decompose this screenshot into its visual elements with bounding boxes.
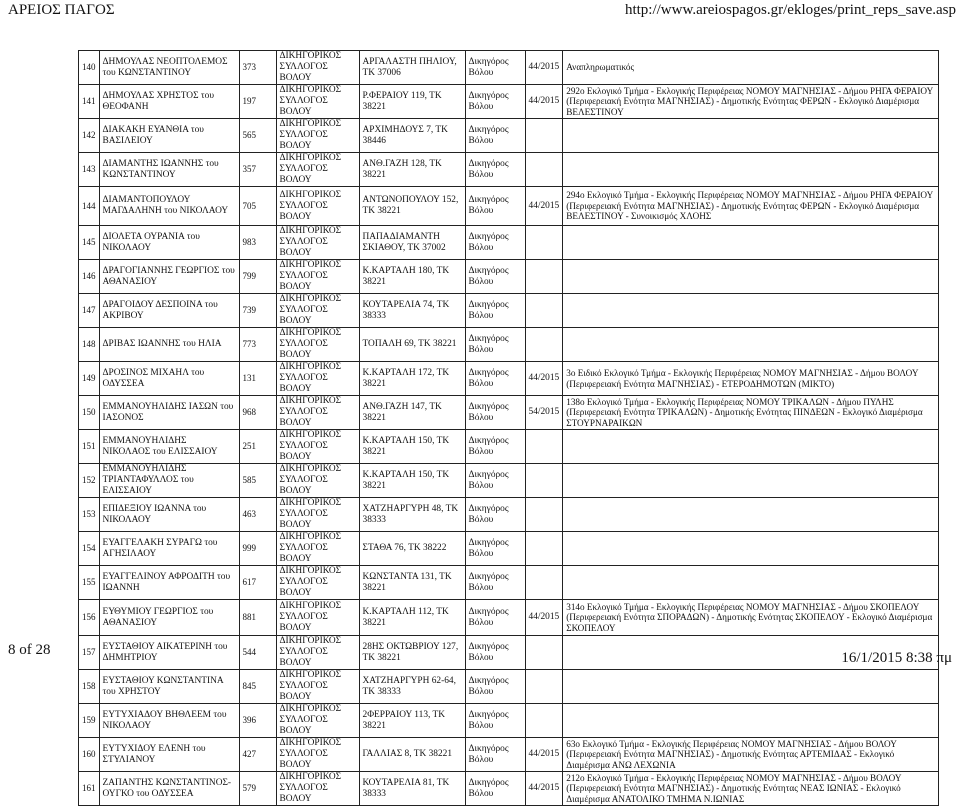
table-row	[79, 119, 939, 153]
table-row	[79, 600, 939, 636]
profession: Δικηγόρος Βόλου	[465, 226, 525, 260]
page-header-url: http://www.areiospagos.gr/ekloges/print_reps_save.asp	[624, 2, 956, 18]
row-number: 160	[79, 738, 100, 772]
profession: Δικηγόρος Βόλου	[465, 738, 525, 772]
row-number: 142	[79, 119, 100, 153]
decision-date: 54/2015	[525, 396, 563, 430]
address: ΑΡΓΑΛΑΣΤΗ ΠΗΛΙΟΥ, ΤΚ 37006	[359, 51, 465, 85]
member-code: 427	[239, 738, 276, 772]
member-code: 799	[239, 260, 276, 294]
decision-date	[525, 294, 563, 328]
address: ΚΩΝΣΤΑΝΤΑ 131, ΤΚ 38221	[359, 566, 465, 600]
polling-station	[563, 294, 939, 328]
member-code: 565	[239, 119, 276, 153]
row-number: 141	[79, 85, 100, 119]
bar-association: ΔΙΚΗΓΟΡΙΚΟΣ ΣΥΛΛΟΓΟΣ ΒΟΛΟΥ	[276, 738, 359, 772]
profession: Δικηγόρος Βόλου	[465, 362, 525, 396]
address: 28ΗΣ ΟΚΤΩΒΡΙΟΥ 127, ΤΚ 38221	[359, 636, 465, 670]
member-code: 373	[239, 51, 276, 85]
address: ΑΡΧΙΜΗΔΟΥΣ 7, ΤΚ 38446	[359, 119, 465, 153]
table-row	[79, 328, 939, 362]
row-number: 151	[79, 430, 100, 464]
person-name: ΔΙΑΚΑΚΗ ΕΥΑΝΘΙΑ του ΒΑΣΙΛΕΙΟΥ	[99, 119, 239, 153]
decision-date: 44/2015	[525, 187, 563, 226]
bar-association: ΔΙΚΗΓΟΡΙΚΟΣ ΣΥΛΛΟΓΟΣ ΒΟΛΟΥ	[276, 153, 359, 187]
person-name: ΕΥΑΓΓΕΛΑΚΗ ΣΥΡΑΓΩ του ΑΓΗΣΙΛΑΟΥ	[99, 532, 239, 566]
row-number: 148	[79, 328, 100, 362]
address: ΠΑΠΑΔΙΑΜΑΝΤΗ ΣΚΙΑΘΟΥ, ΤΚ 37002	[359, 226, 465, 260]
bar-association: ΔΙΚΗΓΟΡΙΚΟΣ ΣΥΛΛΟΓΟΣ ΒΟΛΟΥ	[276, 226, 359, 260]
table-row	[79, 85, 939, 119]
polling-station	[563, 464, 939, 498]
polling-station: 314ο Εκλογικό Τμήμα - Εκλογικής Περιφέρειας ΝΟΜΟΥ ΜΑΓΝΗΣΙΑΣ - Δήμου ΣΚΟΠΕΛΟΥ (Περιφερειακή Ενότητα ΣΠΟΡΑΔΩΝ) - Δημοτικής Ενότητας ΣΚΟΠΕΛΟΥ - Εκλογικό Διαμέρισμα ΣΚΟΠΕΛΟΥ	[563, 600, 939, 636]
polling-station: 292ο Εκλογικό Τμήμα - Εκλογικής Περιφέρειας ΝΟΜΟΥ ΜΑΓΝΗΣΙΑΣ - Δήμου ΡΗΓΑ ΦΕΡΑΙΟΥ (Περιφερειακή Ενότητα ΜΑΓΝΗΣΙΑΣ) - Δημοτικής Ενότητας ΦΕΡΩΝ - Εκλογικό Διαμέρισμα ΒΕΛΕΣΤΙΝΟΥ	[563, 85, 939, 119]
table-row	[79, 187, 939, 226]
profession: Δικηγόρος Βόλου	[465, 119, 525, 153]
print-datetime: 16/1/2015 8:38 πμ	[841, 650, 952, 666]
table-body	[79, 51, 939, 806]
polling-station	[563, 119, 939, 153]
bar-association: ΔΙΚΗΓΟΡΙΚΟΣ ΣΥΛΛΟΓΟΣ ΒΟΛΟΥ	[276, 328, 359, 362]
polling-station: 3ο Ειδικό Εκλογικό Τμήμα - Εκλογικής Περιφέρειας ΝΟΜΟΥ ΜΑΓΝΗΣΙΑΣ - Δήμου ΒΟΛΟΥ (Περιφερειακή Ενότητα ΜΑΓΝΗΣΙΑΣ) - ΕΤΕΡΟΔΗΜΟΤΩΝ (ΜΙΚΤΟ)	[563, 362, 939, 396]
profession: Δικηγόρος Βόλου	[465, 670, 525, 704]
person-name: ΕΥΣΤΑΘΙΟΥ ΑΙΚΑΤΕΡΙΝΗ του ΔΗΜΗΤΡΙΟΥ	[99, 636, 239, 670]
bar-association: ΔΙΚΗΓΟΡΙΚΟΣ ΣΥΛΛΟΓΟΣ ΒΟΛΟΥ	[276, 532, 359, 566]
polling-station	[563, 498, 939, 532]
polling-station	[563, 153, 939, 187]
polling-station	[563, 226, 939, 260]
member-code: 544	[239, 636, 276, 670]
member-code: 585	[239, 464, 276, 498]
bar-association: ΔΙΚΗΓΟΡΙΚΟΣ ΣΥΛΛΟΓΟΣ ΒΟΛΟΥ	[276, 362, 359, 396]
polling-station	[563, 670, 939, 704]
decision-date: 44/2015	[525, 738, 563, 772]
row-number: 158	[79, 670, 100, 704]
profession: Δικηγόρος Βόλου	[465, 328, 525, 362]
person-name: ΕΥΤΥΧΙΔΟΥ ΕΛΕΝΗ του ΣΤΥΛΙΑΝΟΥ	[99, 738, 239, 772]
profession: Δικηγόρος Βόλου	[465, 85, 525, 119]
profession: Δικηγόρος Βόλου	[465, 636, 525, 670]
profession: Δικηγόρος Βόλου	[465, 772, 525, 806]
decision-date	[525, 566, 563, 600]
polling-station: 138ο Εκλογικό Τμήμα - Εκλογικής Περιφέρειας ΝΟΜΟΥ ΤΡΙΚΑΛΩΝ - Δήμου ΠΥΛΗΣ (Περιφερειακή Ενότητα ΤΡΙΚΑΛΩΝ) - Δημοτικής Ενότητας ΠΙΝΔΕΩΝ - Εκλογικό Διαμέρισμα ΣΤΟΥΡΝΑΡΑΙΚΩΝ	[563, 396, 939, 430]
address: Κ.ΚΑΡΤΑΛΗ 150, ΤΚ 38221	[359, 464, 465, 498]
polling-station: 212ο Εκλογικό Τμήμα - Εκλογικής Περιφέρειας ΝΟΜΟΥ ΜΑΓΝΗΣΙΑΣ - Δήμου ΒΟΛΟΥ (Περιφερειακή Ενότητα ΜΑΓΝΗΣΙΑΣ) - Δημοτικής Ενότητας ΝΕΑΣ ΙΩΝΙΑΣ - Εκλογικό Διαμέρισμα ΑΝΑΤΟΛΙΚΟ ΤΜΗΜΑ Ν.ΙΩΝΙΑΣ	[563, 772, 939, 806]
decision-date	[525, 226, 563, 260]
row-number: 150	[79, 396, 100, 430]
table-row	[79, 396, 939, 430]
member-code: 739	[239, 294, 276, 328]
profession: Δικηγόρος Βόλου	[465, 396, 525, 430]
person-name: ΕΠΙΔΕΞΙΟΥ ΙΩΑΝΝΑ του ΝΙΚΟΛΑΟΥ	[99, 498, 239, 532]
address: Κ.ΚΑΡΤΑΛΗ 172, ΤΚ 38221	[359, 362, 465, 396]
row-number: 157	[79, 636, 100, 670]
row-number: 155	[79, 566, 100, 600]
profession: Δικηγόρος Βόλου	[465, 464, 525, 498]
profession: Δικηγόρος Βόλου	[465, 51, 525, 85]
profession: Δικηγόρος Βόλου	[465, 260, 525, 294]
polling-station: Αναπληρωματικός	[563, 51, 939, 85]
decision-date	[525, 153, 563, 187]
person-name: ΔΙΟΛΕΤΑ ΟΥΡΑΝΙΑ του ΝΙΚΟΛΑΟΥ	[99, 226, 239, 260]
bar-association: ΔΙΚΗΓΟΡΙΚΟΣ ΣΥΛΛΟΓΟΣ ΒΟΛΟΥ	[276, 119, 359, 153]
address: ΚΟΥΤΑΡΕΛΙΑ 81, ΤΚ 38333	[359, 772, 465, 806]
row-number: 156	[79, 600, 100, 636]
member-code: 705	[239, 187, 276, 226]
table-row	[79, 51, 939, 85]
member-code: 983	[239, 226, 276, 260]
bar-association: ΔΙΚΗΓΟΡΙΚΟΣ ΣΥΛΛΟΓΟΣ ΒΟΛΟΥ	[276, 187, 359, 226]
polling-station: 63ο Εκλογικό Τμήμα - Εκλογικής Περιφέρειας ΝΟΜΟΥ ΜΑΓΝΗΣΙΑΣ - Δήμου ΒΟΛΟΥ (Περιφερειακή Ενότητα ΜΑΓΝΗΣΙΑΣ) - Δημοτικής Ενότητας ΑΡΤΕΜΙΔΑΣ - Εκλογικό Διαμέρισμα ΑΝΩ ΛΕΧΩΝΙΑ	[563, 738, 939, 772]
address: 2ΦΕΡΡΑΙΟΥ 113, ΤΚ 38221	[359, 704, 465, 738]
member-code: 773	[239, 328, 276, 362]
member-code: 617	[239, 566, 276, 600]
decision-date	[525, 464, 563, 498]
address: ΤΟΠΑΛΗ 69, ΤΚ 38221	[359, 328, 465, 362]
member-code: 881	[239, 600, 276, 636]
bar-association: ΔΙΚΗΓΟΡΙΚΟΣ ΣΥΛΛΟΓΟΣ ΒΟΛΟΥ	[276, 704, 359, 738]
profession: Δικηγόρος Βόλου	[465, 532, 525, 566]
profession: Δικηγόρος Βόλου	[465, 704, 525, 738]
table-row	[79, 430, 939, 464]
bar-association: ΔΙΚΗΓΟΡΙΚΟΣ ΣΥΛΛΟΓΟΣ ΒΟΛΟΥ	[276, 670, 359, 704]
profession: Δικηγόρος Βόλου	[465, 187, 525, 226]
decision-date	[525, 260, 563, 294]
member-code: 845	[239, 670, 276, 704]
person-name: ΔΗΜΟΥΛΑΣ ΝΕΟΠΤΟΛΕΜΟΣ του ΚΩΝΣΤΑΝΤΙΝΟΥ	[99, 51, 239, 85]
page-header-title: ΑΡΕΙΟΣ ΠΑΓΟΣ	[8, 2, 115, 18]
decision-date: 44/2015	[525, 600, 563, 636]
member-code: 463	[239, 498, 276, 532]
member-code: 251	[239, 430, 276, 464]
row-number: 153	[79, 498, 100, 532]
person-name: ΕΜΜΑΝΟΥΗΛΙΔΗΣ ΤΡΙΑΝΤΑΦΥΛΛΟΣ του ΕΛΙΣΣΑΙΟΥ	[99, 464, 239, 498]
address: ΧΑΤΖΗΑΡΓΥΡΗ 48, ΤΚ 38333	[359, 498, 465, 532]
person-name: ΔΙΑΜΑΝΤΗΣ ΙΩΑΝΝΗΣ του ΚΩΝΣΤΑΝΤΙΝΟΥ	[99, 153, 239, 187]
member-code: 579	[239, 772, 276, 806]
table-row	[79, 226, 939, 260]
decision-date: 44/2015	[525, 51, 563, 85]
table-row	[79, 704, 939, 738]
bar-association: ΔΙΚΗΓΟΡΙΚΟΣ ΣΥΛΛΟΓΟΣ ΒΟΛΟΥ	[276, 260, 359, 294]
decision-date	[525, 670, 563, 704]
person-name: ΔΙΑΜΑΝΤΟΠΟΥΛΟΥ ΜΑΓΔΑΛΗΝΗ του ΝΙΚΟΛΑΟΥ	[99, 187, 239, 226]
profession: Δικηγόρος Βόλου	[465, 430, 525, 464]
decision-date: 44/2015	[525, 362, 563, 396]
bar-association: ΔΙΚΗΓΟΡΙΚΟΣ ΣΥΛΛΟΓΟΣ ΒΟΛΟΥ	[276, 294, 359, 328]
polling-station	[563, 260, 939, 294]
decision-date	[525, 704, 563, 738]
decision-date	[525, 636, 563, 670]
address: Ρ.ΦΕΡΑΙΟΥ 119, ΤΚ 38221	[359, 85, 465, 119]
row-number: 161	[79, 772, 100, 806]
person-name: ΖΑΠΑΝΤΗΣ ΚΩΝΣΤΑΝΤΙΝΟΣ-ΟΥΓΚΟ του ΟΔΥΣΣΕΑ	[99, 772, 239, 806]
address: ΧΑΤΖΗΑΡΓΥΡΗ 62-64, ΤΚ 38333	[359, 670, 465, 704]
bar-association: ΔΙΚΗΓΟΡΙΚΟΣ ΣΥΛΛΟΓΟΣ ΒΟΛΟΥ	[276, 498, 359, 532]
person-name: ΔΡΑΓΟΓΙΑΝΝΗΣ ΓΕΩΡΓΙΟΣ του ΑΘΑΝΑΣΙΟΥ	[99, 260, 239, 294]
table-row	[79, 260, 939, 294]
polling-station	[563, 328, 939, 362]
bar-association: ΔΙΚΗΓΟΡΙΚΟΣ ΣΥΛΛΟΓΟΣ ΒΟΛΟΥ	[276, 772, 359, 806]
bar-association: ΔΙΚΗΓΟΡΙΚΟΣ ΣΥΛΛΟΓΟΣ ΒΟΛΟΥ	[276, 636, 359, 670]
polling-station	[563, 566, 939, 600]
member-code: 357	[239, 153, 276, 187]
table-row	[79, 670, 939, 704]
address: ΑΝΤΩΝΟΠΟΥΛΟΥ 152, ΤΚ 38221	[359, 187, 465, 226]
decision-date: 44/2015	[525, 85, 563, 119]
person-name: ΕΥΑΓΓΕΛΙΝΟΥ ΑΦΡΟΔΙΤΗ του ΙΩΑΝΝΗ	[99, 566, 239, 600]
row-number: 144	[79, 187, 100, 226]
row-number: 154	[79, 532, 100, 566]
person-name: ΔΗΜΟΥΛΑΣ ΧΡΗΣΤΟΣ του ΘΕΟΦΑΝΗ	[99, 85, 239, 119]
bar-association: ΔΙΚΗΓΟΡΙΚΟΣ ΣΥΛΛΟΓΟΣ ΒΟΛΟΥ	[276, 464, 359, 498]
table-row	[79, 464, 939, 498]
row-number: 149	[79, 362, 100, 396]
polling-station: 294ο Εκλογικό Τμήμα - Εκλογικής Περιφέρειας ΝΟΜΟΥ ΜΑΓΝΗΣΙΑΣ - Δήμου ΡΗΓΑ ΦΕΡΑΙΟΥ (Περιφερειακή Ενότητα ΜΑΓΝΗΣΙΑΣ) - Δημοτικής Ενότητας ΦΕΡΩΝ - Εκλογικό Διαμέρισμα ΒΕΛΕΣΤΙΝΟΥ - Συνοικισμός ΧΛΟΗΣ	[563, 187, 939, 226]
polling-station	[563, 704, 939, 738]
bar-association: ΔΙΚΗΓΟΡΙΚΟΣ ΣΥΛΛΟΓΟΣ ΒΟΛΟΥ	[276, 396, 359, 430]
bar-association: ΔΙΚΗΓΟΡΙΚΟΣ ΣΥΛΛΟΓΟΣ ΒΟΛΟΥ	[276, 85, 359, 119]
person-name: ΕΜΜΑΝΟΥΗΛΙΔΗΣ ΙΑΣΩΝ του ΙΑΣΟΝΟΣ	[99, 396, 239, 430]
page-counter: 8 of 28	[8, 642, 51, 658]
bar-association: ΔΙΚΗΓΟΡΙΚΟΣ ΣΥΛΛΟΓΟΣ ΒΟΛΟΥ	[276, 566, 359, 600]
person-name: ΕΥΣΤΑΘΙΟΥ ΚΩΝΣΤΑΝΤΙΝΑ του ΧΡΗΣΤΟΥ	[99, 670, 239, 704]
person-name: ΕΥΤΥΧΙΑΔΟΥ ΒΗΘΛΕΕΜ του ΝΙΚΟΛΑΟΥ	[99, 704, 239, 738]
address: ΑΝΘ.ΓΑΖΗ 147, ΤΚ 38221	[359, 396, 465, 430]
address: Κ.ΚΑΡΤΑΛΗ 112, ΤΚ 38221	[359, 600, 465, 636]
decision-date	[525, 498, 563, 532]
address: Κ.ΚΑΡΤΑΛΗ 150, ΤΚ 38221	[359, 430, 465, 464]
decision-date	[525, 532, 563, 566]
row-number: 140	[79, 51, 100, 85]
member-code: 396	[239, 704, 276, 738]
profession: Δικηγόρος Βόλου	[465, 566, 525, 600]
bar-association: ΔΙΚΗΓΟΡΙΚΟΣ ΣΥΛΛΟΓΟΣ ΒΟΛΟΥ	[276, 600, 359, 636]
member-code: 968	[239, 396, 276, 430]
person-name: ΔΡΙΒΑΣ ΙΩΑΝΝΗΣ του ΗΛΙΑ	[99, 328, 239, 362]
profession: Δικηγόρος Βόλου	[465, 153, 525, 187]
row-number: 159	[79, 704, 100, 738]
person-name: ΔΡΑΓΟΙΔΟΥ ΔΕΣΠΟΙΝΑ του ΑΚΡΙΒΟΥ	[99, 294, 239, 328]
person-name: ΕΥΘΥΜΙΟΥ ΓΕΩΡΓΙΟΣ του ΑΘΑΝΑΣΙΟΥ	[99, 600, 239, 636]
profession: Δικηγόρος Βόλου	[465, 294, 525, 328]
table-row	[79, 362, 939, 396]
profession: Δικηγόρος Βόλου	[465, 498, 525, 532]
table-row	[79, 294, 939, 328]
address: ΑΝΘ.ΓΑΖΗ 128, ΤΚ 38221	[359, 153, 465, 187]
decision-date	[525, 119, 563, 153]
decision-date	[525, 328, 563, 362]
person-name: ΕΜΜΑΝΟΥΗΛΙΔΗΣ ΝΙΚΟΛΑΟΣ του ΕΛΙΣΣΑΙΟΥ	[99, 430, 239, 464]
member-code: 197	[239, 85, 276, 119]
row-number: 146	[79, 260, 100, 294]
decision-date	[525, 430, 563, 464]
table-row	[79, 153, 939, 187]
row-number: 147	[79, 294, 100, 328]
address: Κ.ΚΑΡΤΑΛΗ 180, ΤΚ 38221	[359, 260, 465, 294]
bar-association: ΔΙΚΗΓΟΡΙΚΟΣ ΣΥΛΛΟΓΟΣ ΒΟΛΟΥ	[276, 430, 359, 464]
polling-station	[563, 532, 939, 566]
table-row	[79, 738, 939, 772]
table-row	[79, 566, 939, 600]
member-code: 131	[239, 362, 276, 396]
person-name: ΔΡΟΣΙΝΟΣ ΜΙΧΑΗΛ του ΟΔΥΣΣΕΑ	[99, 362, 239, 396]
address: ΓΑΛΛΙΑΣ 8, ΤΚ 38221	[359, 738, 465, 772]
representatives-table	[78, 50, 939, 806]
address: ΚΟΥΤΑΡΕΛΙΑ 74, ΤΚ 38333	[359, 294, 465, 328]
table-row	[79, 636, 939, 670]
member-code: 999	[239, 532, 276, 566]
row-number: 152	[79, 464, 100, 498]
bar-association: ΔΙΚΗΓΟΡΙΚΟΣ ΣΥΛΛΟΓΟΣ ΒΟΛΟΥ	[276, 51, 359, 85]
address: ΣΤΑΘΑ 76, ΤΚ 38222	[359, 532, 465, 566]
table-row	[79, 532, 939, 566]
polling-station	[563, 430, 939, 464]
row-number: 145	[79, 226, 100, 260]
table-row	[79, 772, 939, 806]
row-number: 143	[79, 153, 100, 187]
decision-date: 44/2015	[525, 772, 563, 806]
profession: Δικηγόρος Βόλου	[465, 600, 525, 636]
table-row	[79, 498, 939, 532]
